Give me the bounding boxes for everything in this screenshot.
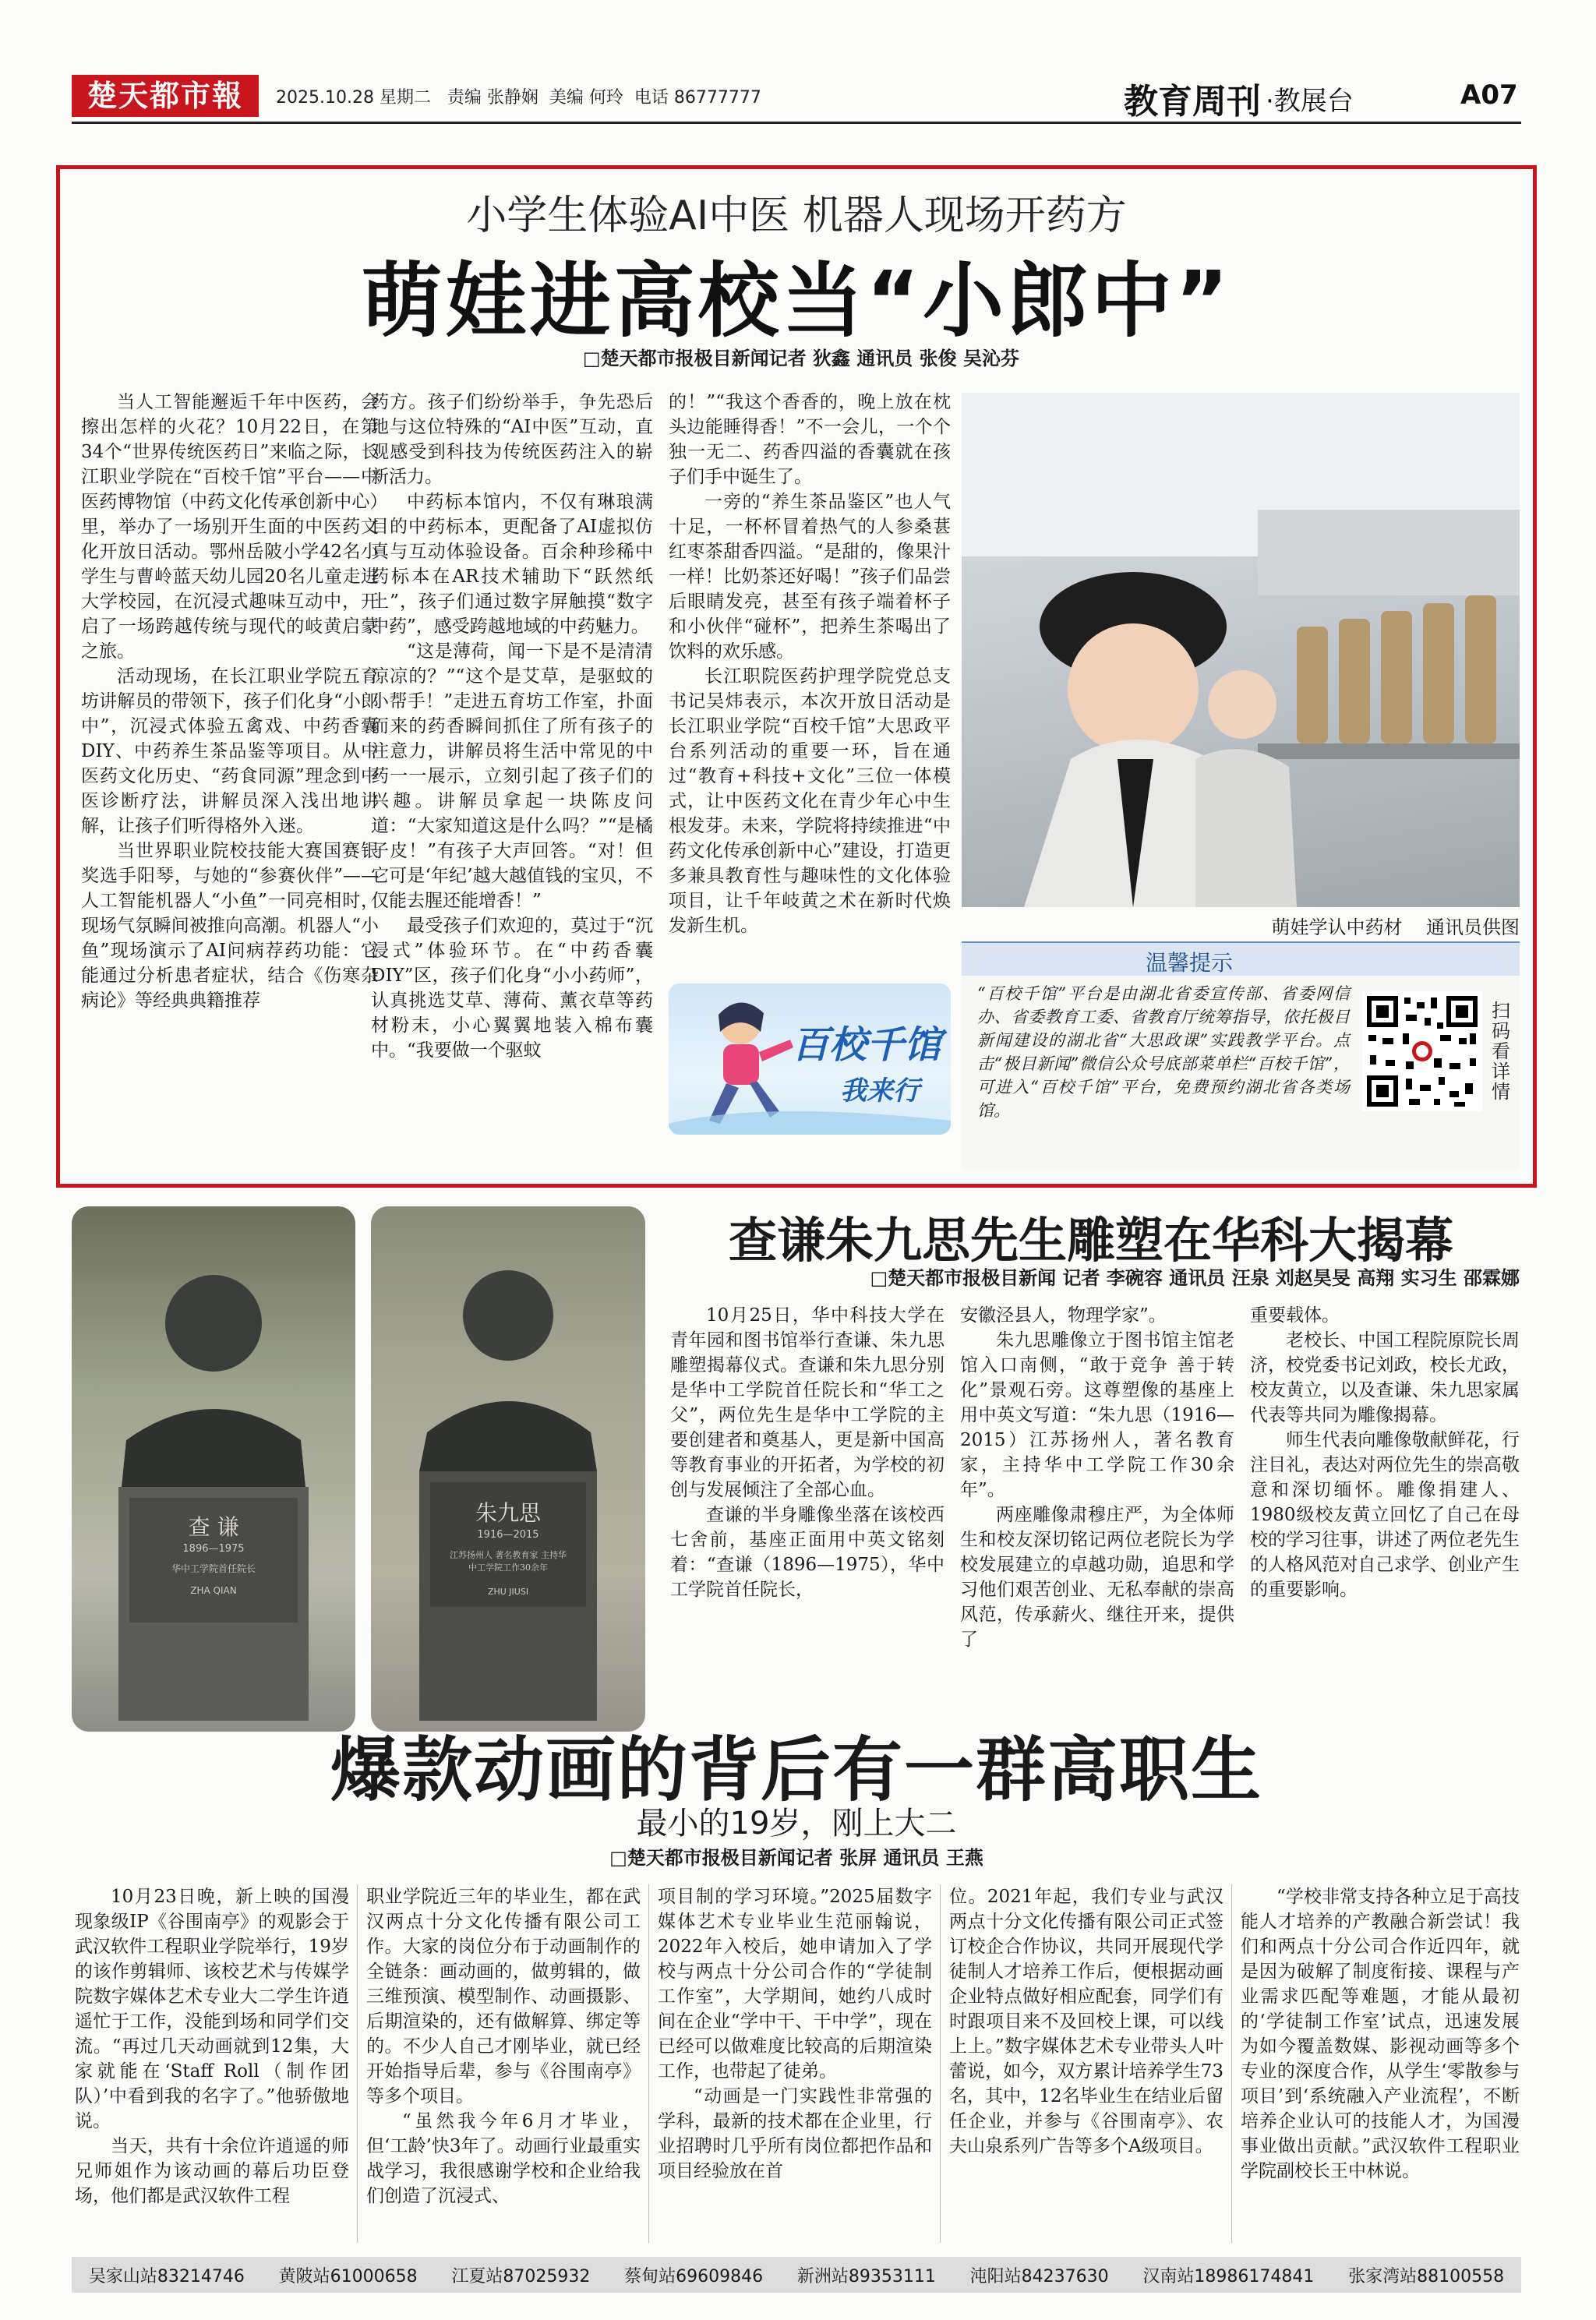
footer-station: 蔡甸站69609846: [624, 2266, 764, 2286]
zha-qian-statue-photo: [72, 1206, 355, 1732]
column-divider: [648, 1884, 649, 2243]
story3-column-5: “学校非常支持各种立足于高技能人才培养的产教融合新尝试！我们和两点十分公司合作近四年，就是因为破解了制度衔接、课程与产业需求匹配等难题，才能从最初的‘学徒制工作室’试点，迅速发展为如今覆盖数媒、影视动画等多个专业的深度合作，从学生‘零散参与项目’到‘系统融入产业流程’，不断培养企业认可的技能人才，为国漫事业做出贡献。”武汉软件工程职业学院副校长王中林说。: [1241, 1887, 1520, 2181]
story3-column-3: 项目制的学习环境。”2025届数字媒体艺术专业毕业生范丽翰说，2022年入校后，她申请加入了学校与两点十分公司合作的“学徒制工作室”，大学期间，她约八成时间在企业“学中干、干中学”，现在已经可以做难度比较高的后期渲染工作，也带起了徒弟。 “动画是一门实践性非常强的学科，最新的技术都在企业里，行业招聘时几乎所有岗位都把作品和项目经验放在首: [658, 1887, 932, 2181]
story1-column-1: 当人工智能邂逅千年中医药，会擦出怎样的火花？10月22日，在第34个“世界传统医药日”来临之际，长江职业学院在“百校千馆”平台——中医药博物馆（中药文化传承创新中心）里，举办了一场别开生面的中医药文化开放日活动。鄂州岳陂小学42名小学生与曹岭蓝天幼儿园20名儿童走进大学校园，在沉浸式趣味互动中，开启了一场跨越传统与现代的岐黄启蒙之旅。 活动现场，在长江职业学院五育坊讲解员的带领下，孩子们化身“小郎中”，沉浸式体验五禽戏、中药香囊DIY、中药养生茶品鉴等项目。从中医药文化历史、“药食同源”理念到中医诊断疗法，讲解员深入浅出地讲解，让孩子们听得格外入迷。 当世界职业院校技能大赛国赛银奖选手阳琴，与她的“参赛伙伴”——人工智能机器人“小鱼”一同亮相时，现场气氛瞬间被推向高潮。机器人“小鱼”现场演示了AI问病荐药功能：它能通过分析患者症状，结合《伤寒杂病论》等经典典籍推荐: [81, 392, 379, 1011]
story2-byline: □楚天都市报极目新闻 记者 李碗容 通讯员 汪泉 刘赵昊旻 高翔 实习生 邵霖娜: [870, 1267, 1520, 1289]
qr-code[interactable]: [1362, 991, 1482, 1111]
story3-column-4: 位。2021年起，我们专业与武汉两点十分文化传播有限公司正式签订校企合作协议，共同开展现代学徒制人才培养工作后，便根据动画企业特点做好相应配套，同学们有时跟项目来不及回校上课，可以线上上。”数字媒体艺术专业带头人叶蕾说，如今，双方累计培养学生73名，其中，12名毕业生在结业后留任企业，并参与《谷围南亭》、农夫山泉系列广告等多个A级项目。: [949, 1887, 1223, 2156]
plaque2-desc: 江苏扬州人 著名教育家 主持华中工学院工作30余年: [450, 1550, 567, 1573]
plaque1-name: 查 谦: [188, 1514, 239, 1540]
footer-station: 张家湾站88100558: [1348, 2266, 1505, 2286]
footer-station: 吴家山站83214746: [88, 2266, 245, 2286]
story1-photo-caption: 萌娃学认中药材 通讯员供图: [1271, 916, 1520, 938]
story1-column-2: 药方。孩子们纷纷举手，争先恐后地与这位特殊的“AI中医”互动，直观感受到科技为传统医药注入的崭新活力。 中药标本馆内，不仅有琳琅满目的中药标本，更配备了AI虚拟仿真与互动体验设备。百余种珍稀中药标本在AR技术辅助下“跃然纸上”，孩子们通过数字屏触摸“数字中药”，感受跨越地域的中药魅力。 “这是薄荷，闻一下是不是清清凉凉的？”“这个是艾草，是驱蚊的小帮手！”走进五育坊工作室，扑面而来的药香瞬间抓住了所有孩子的注意力，讲解员将生活中常见的中药一一展示，立刻引起了孩子们的兴趣。讲解员拿起一块陈皮问道：“大家知道这是什么吗？”“是橘子皮！”有孩子大声回答。“对！但它可是‘年纪’越大越值钱的宝贝，不仅能去腥还能增香！” 最受孩子们欢迎的，莫过于“沉浸式”体验环节。在“中药香囊DIY”区，孩子们化身“小小药师”，认真挑选艾草、薄荷、薰衣草等药材粉末，小心翼翼地装入棉布囊中。“我要做一个驱蚊: [371, 392, 653, 1061]
story2-column-1: 10月25日，华中科技大学在青年园和图书馆举行查谦、朱九思雕塑揭幕仪式。查谦和朱九思分别是华中工学院首任院长和“华工之父”，两位先生是华中工学院的主要创建者和奠基人，更是新中国高等教育事业的开拓者，为学校的初创与发展倾注了全部心血。 查谦的半身雕像坐落在该校西七舍前，基座正面用中英文铭刻着：“查谦（1896—1975），华中工学院首任院长，: [670, 1305, 945, 1600]
page-number: A07: [1460, 79, 1518, 111]
qr-code-icon: [1362, 991, 1482, 1111]
footer-bar: [72, 2257, 1521, 2293]
plaque1-desc: 华中工学院首任院长: [171, 1563, 256, 1574]
footer-station: 新洲站89353111: [796, 2266, 936, 2286]
plaque1-years: 1896—1975: [182, 1543, 245, 1555]
story1-photo: [962, 393, 1520, 907]
masthead-meta: 2025.10.28 星期二 责编 张静娴 美编 何玲 电话 86777777: [276, 88, 761, 108]
story3-subhead: 最小的19岁，刚上大二: [636, 1806, 957, 1842]
banner-title: 百校千馆: [792, 1023, 942, 1067]
story1-kicker: 小学生体验AI中医 机器人现场开药方: [466, 192, 1127, 239]
footer-station: 汉南站18986174841: [1142, 2266, 1315, 2286]
plaque2-en: ZHU JIUSI: [487, 1587, 529, 1597]
children-herb-cabinet-photo: [962, 393, 1520, 907]
bronze-bust-illustration: [72, 1206, 355, 1732]
tips-box: [962, 941, 1520, 1169]
section-title: 教育周刊: [1124, 82, 1261, 122]
story1-byline: □楚天都市报极目新闻记者 狄鑫 通讯员 张俊 吴沁芬: [582, 348, 1019, 369]
banner-subtitle: 我来行: [840, 1075, 920, 1107]
qr-label: 扫码看详情: [1492, 1000, 1510, 1103]
column-divider: [357, 1884, 358, 2243]
story1-headline: 萌娃进高校当“小郎中”: [361, 253, 1232, 348]
story3-column-2: 职业学院近三年的毕业生，都在武汉两点十分文化传播有限公司工作。大家的岗位分布于动画制作的全链条：画动画的，做剪辑的，做三维预演、模型制作、动画摄影、后期渲染的，还有做解算、绑定等的。不少人自己才刚毕业，就已经开始指导后辈，参与《谷围南亭》等多个项目。 “虽然我今年6月才毕业，但‘工龄’快3年了。动画行业最重实战学习，我很感谢学校和企业给我们创造了沉浸式、: [366, 1887, 641, 2206]
tips-title: 温馨提示: [1146, 950, 1234, 976]
tips-text: “百校千馆”平台是由湖北省委宣传部、省委网信办、省委教育工委、省教育厅统筹指导，依托极目新闻建设的湖北省“大思政课”实践教学平台。点击“极目新闻”微信公众号底部菜单栏“百校千馆”，可进入“百校千馆”平台，免费预约湖北省各类场馆。: [977, 984, 1350, 1120]
column-divider: [940, 1884, 941, 2243]
footer-station: 黄陂站61000658: [278, 2266, 418, 2286]
masthead: [72, 75, 1521, 122]
story2-column-3: 重要载体。 老校长、中国工程院原院长周济，校党委书记刘政，校长尤政，校友黄立，以及查谦、朱九思家属代表等共同为雕像揭幕。 师生代表向雕像敬献鲜花，行注目礼，表达对两位先生的崇高敬意和深切缅怀。雕像捐建人、1980级校友黄立回忆了自己在母校的学习往事，讲述了两位老先生的人格风范对自己求学、创业产生的重要影响。: [1250, 1305, 1520, 1600]
masthead-rule: [72, 122, 1521, 124]
plaque2-name: 朱九思: [475, 1500, 541, 1526]
plaque2-years: 1916—2015: [477, 1529, 539, 1541]
story2-headline: 查谦朱九思先生雕塑在华科大揭幕: [728, 1212, 1453, 1269]
footer-station: 沌阳站84237630: [969, 2266, 1109, 2286]
footer-station: 江夏站87025932: [451, 2266, 591, 2286]
story3-column-1: 10月23日晚，新上映的国漫现象级IP《谷围南亭》的观影会于武汉软件工程职业学院举行，19岁的该作剪辑师、该校艺术与传媒学院数字媒体艺术专业大二学生许逍遥忙于工作，没能到场和同学们交流。“再过几天动画就到12集，大家就能在‘Staff Roll（制作团队）’中看到我的名字了。”他骄傲地说。 当天，共有十余位许逍遥的师兄师姐作为该动画的幕后功臣登场，他们都是武汉软件工程: [75, 1887, 349, 2206]
zhu-jiusi-statue-photo: [371, 1206, 645, 1732]
bronze-bust-illustration-2: [371, 1206, 645, 1732]
newspaper-logo: 楚天都市報: [72, 75, 259, 117]
plaque1-en: ZHA QIAN: [190, 1585, 237, 1596]
column-divider: [1231, 1884, 1232, 2243]
story2-column-2: 安徽泾县人，物理学家”。 朱九思雕像立于图书馆主馆老馆入口南侧，“敢于竞争 善于转化”景观石旁。这尊塑像的基座上用中英文写道：“朱九思（1916—2015）江苏扬州人，著名教育家，主持华中工学院工作30余年”。 两座雕像肃穆庄严，为全体师生和校友深切铭记两位老院长为学校发展建立的卓越功勋，追思和学习他们艰苦创业、无私奉献的崇高风范，传承薪火、继往开来，提供了: [960, 1305, 1234, 1650]
section-subtitle: ·教展台: [1266, 86, 1354, 117]
story3-byline: □楚天都市报极目新闻记者 张屏 通讯员 王燕: [609, 1847, 983, 1869]
story1-column-3: 的！”“我这个香香的，晚上放在枕头边能睡得香！”不一会儿，一个个独一无二、药香四溢的香囊就在孩子们手中诞生了。 一旁的“养生茶品鉴区”也人气十足，一杯杯冒着热气的人参桑葚红枣茶甜香四溢。“是甜的，像果汁一样！比奶茶还好喝！”孩子们品尝后眼睛发亮，甚至有孩子端着杯子和小伙伴“碰杯”，把养生茶喝出了饮料的欢乐感。 长江职院医药护理学院党总支书记吴炜表示，本次开放日活动是长江职业学院“百校千馆”大思政平台系列活动的重要一环，旨在通过“教育+科技+文化”三位一体模式，让中医药文化在青少年心中生根发芽。未来，学院将持续推进“中药文化传承创新中心”建设，打造更多兼具教育性与趣味性的文化体验项目，让千年岐黄之术在新时代焕发新生机。: [669, 392, 951, 936]
story3-headline: 爆款动画的背后有一群高职生: [330, 1729, 1262, 1811]
baixiao-qianguan-banner: [669, 983, 951, 1135]
tips-title-bar: [962, 943, 1520, 976]
